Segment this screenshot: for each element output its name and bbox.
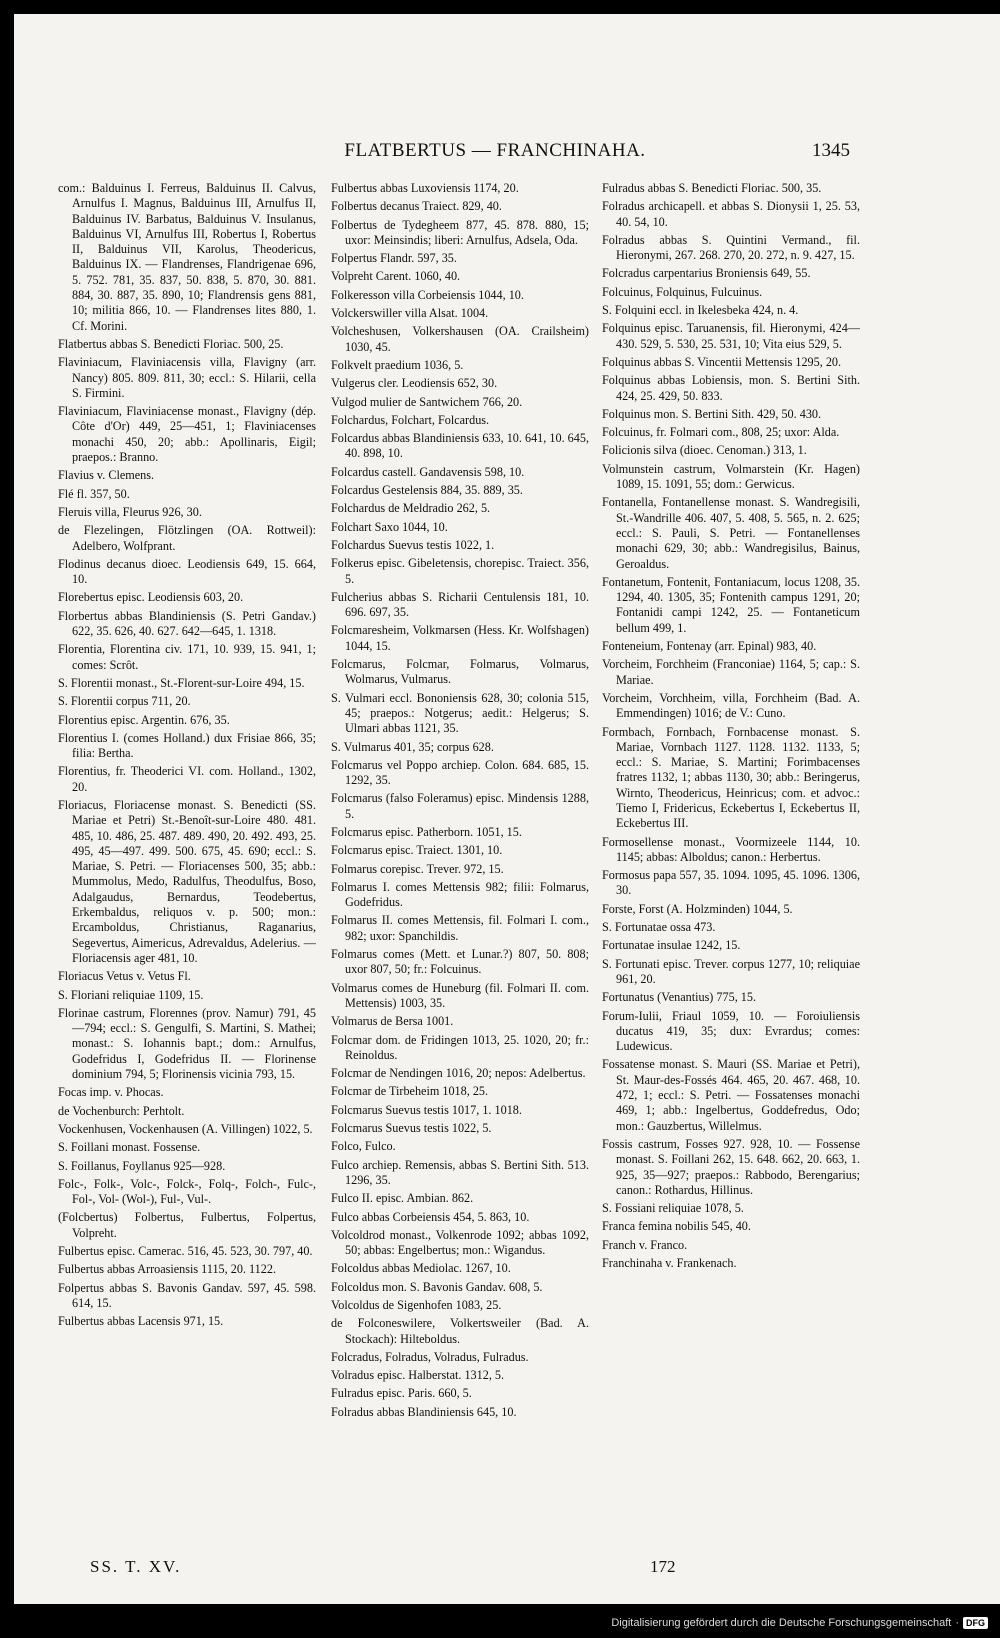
index-entry: Fontanella, Fontanellense monast. S. Wandregisili, St.-Wandrille 406. 407, 5. 408, 5. 565, n. 2. 625; eccl.: S. Pauli, S. Petri. — Fontanellenses monachi 629, 30; abb.: Wandregisilus, Bainus, Geroaldus. — [602, 495, 860, 571]
index-entry: S. Fossiani reliquiae 1078, 5. — [602, 1201, 744, 1216]
index-entry: Folbertus de Tydegheem 877, 45. 878. 880, 15; uxor: Meinsindis; liberi: Arnulfus, Adsela, Oda. — [331, 217, 589, 247]
index-entry: S. Florentii corpus 711, 20. — [58, 694, 191, 709]
index-entry: de Vochenburch: Perhtolt. — [58, 1103, 185, 1118]
index-entry: Fleruis villa, Fleurus 926, 30. — [58, 504, 202, 519]
index-entry: S. Fortunati episc. Trever. corpus 1277, 10; reliquiae 961, 20. — [602, 956, 860, 986]
index-entry: Fulbertus abbas Arroasiensis 1115, 20. 1122. — [58, 1262, 276, 1277]
index-entry: Folmarus corepisc. Trever. 972, 15. — [331, 861, 504, 876]
index-entry: Volpreht Carent. 1060, 40. — [331, 269, 461, 284]
index-entry: Folcmarus (falso Foleramus) episc. Mindensis 1288, 5. — [331, 791, 589, 821]
index-entry: S. Vulmari eccl. Bononiensis 628, 30; colonia 515, 45; praepos.: Notgerus; aedit.: Helgerus; S. Ulmari abbas 1121, 35. — [331, 690, 589, 736]
index-entry: Flavius v. Clemens. — [58, 468, 155, 483]
index-entry: S. Foillanus, Foyllanus 925—928. — [58, 1158, 226, 1173]
index-entry: Formosellense monast., Voormizeele 1144, 10. 1145; abbas: Alboldus; canon.: Herbertus. — [602, 834, 860, 864]
index-entry: Fonteneium, Fontenay (arr. Epinal) 983, 40. — [602, 639, 817, 654]
index-entry: Vorcheim, Forchheim (Franconiae) 1164, 5; cap.: S. Mariae. — [602, 657, 860, 687]
index-entry: de Folconeswilere, Volkertsweiler (Bad. A. Stockach): Hilteboldus. — [331, 1316, 589, 1346]
index-entry: Fulbertus abbas Lacensis 971, 15. — [58, 1314, 224, 1329]
index-entry: Folquinus abbas Lobiensis, mon. S. Bertini Sith. 424, 25. 429, 50. 833. — [602, 373, 860, 403]
index-entry: Fulradus episc. Paris. 660, 5. — [331, 1386, 472, 1401]
index-entry: Folchart Saxo 1044, 10. — [331, 519, 448, 534]
index-entry: Folcmarus vel Poppo archiep. Colon. 684. 685, 15. 1292, 35. — [331, 757, 589, 788]
index-entry: Volckerswiller villa Alsat. 1004. — [331, 306, 489, 321]
index-entry: Folcardus castell. Gandavensis 598, 10. — [331, 464, 525, 479]
index-entry: Volcoldus de Sigenhofen 1083, 25. — [331, 1298, 502, 1312]
index-entry: Folcmarus episc. Traiect. 1301, 10. — [331, 843, 503, 858]
index-entry: Franca femina nobilis 545, 40. — [602, 1219, 751, 1234]
index-entry: Florebertus episc. Leodiensis 603, 20. — [58, 590, 244, 605]
index-entry: Vulgod mulier de Santwichem 766, 20. — [331, 394, 523, 409]
index-entry: Folcmarus episc. Patherborn. 1051, 15. — [331, 824, 522, 839]
index-entry: Folcmar de Nendingen 1016, 20; nepos: Adelbertus. — [331, 1066, 586, 1081]
index-entry: Folicionis silva (dioec. Cenoman.) 313, 1. — [602, 443, 807, 458]
index-entry: (Folcbertus) Folbertus, Fulbertus, Folpertus, Volpreht. — [58, 1210, 316, 1240]
index-entry: Folquinus abbas S. Vincentii Mettensis 1295, 20. — [602, 354, 842, 369]
index-entry: Floriacus, Floriacense monast. S. Benedicti (SS. Mariae et Petri) St.-Benoît-sur-Loire 480. 481. 485, 10. 486, 25. 487. 489. 490, 20. 492. 493, 25. 495, 45—497. 499. 500. 675, 45. 690; eccl.: S. Mariae, S. Petri. — Floriacenses 500, 35; abb.: Mummolus, Medo, Radulfus, Theodulfus, Boso, Adalgaudus, Bernardus, Teodebertus, Erkembaldus, reliquos v. p. 500; mon.: Ercamboldus, Christianus, Raganarius, Segevertus, Aimericus, Adrevaldus, Adelerius. — Floriacensis ager 481, 10. — [58, 797, 316, 965]
index-entry: Folcmarus Suevus testis 1022, 5. — [331, 1121, 492, 1136]
index-entry: Folradus archicapell. et abbas S. Dionysii 1, 25. 53, 40. 54, 10. — [602, 199, 860, 229]
index-entry: Folradus abbas S. Quintini Vermand., fil. Hieronymi, 267. 268. 270, 20. 272, n. 9. 427, 15. — [602, 232, 860, 263]
index-entry: Flatbertus abbas S. Benedicti Floriac. 500, 25. — [58, 336, 284, 351]
index-entry: Fulbertus abbas Luxoviensis 1174, 20. — [331, 181, 519, 195]
index-entry: Folbertus decanus Traiect. 829, 40. — [331, 199, 502, 214]
index-entry: Folquinus mon. S. Bertini Sith. 429, 50. 430. — [602, 406, 822, 421]
sheet-number: 172 — [650, 1557, 676, 1576]
index-entry: Fulbertus episc. Camerac. 516, 45. 523, 30. 797, 40. — [58, 1244, 313, 1258]
index-entry: Volcheshusen, Volkershausen (OA. Crailsheim) 1030, 45. — [331, 324, 589, 354]
index-entry: Folcoldus mon. S. Bavonis Gandav. 608, 5. — [331, 1279, 543, 1294]
index-entry: Folco, Fulco. — [331, 1139, 396, 1154]
index-entry: Vulgerus cler. Leodiensis 652, 30. — [331, 376, 498, 391]
index-entry: S. Florentii monast., St.-Florent-sur-Loire 494, 15. — [58, 675, 305, 690]
index-entry: Formosus papa 557, 35. 1094. 1095, 45. 1096. 1306, 30. — [602, 868, 860, 898]
index-entry: Flodinus decanus dioec. Leodiensis 649, 15. 664, 10. — [58, 556, 316, 587]
index-entry: Franch v. Franco. — [602, 1237, 688, 1252]
index-entry: Floriacus Vetus v. Vetus Fl. — [58, 969, 191, 984]
index-entry: S. Floriani reliquiae 1109, 15. — [58, 987, 204, 1002]
index-entry: Fulcherius abbas S. Richarii Centulensis 181, 10. 696. 697, 35. — [331, 589, 589, 620]
index-entry: Florbertus abbas Blandiniensis (S. Petri Gandav.) 622, 35. 626, 40. 627. 642—645, 1. 1318. — [58, 608, 316, 639]
index-entry: Folcoldus abbas Mediolac. 1267, 10. — [331, 1261, 511, 1276]
index-entry: Folmarus I. comes Mettensis 982; filii: Folmarus, Godefridus. — [331, 879, 589, 910]
index-entry: Fossatense monast. S. Mauri (SS. Mariae et Petri), St. Maur-des-Fossés 464. 465, 20. 467. 468, 10. 472, 1; eccl.: S. Petri. — Fossatenses monachi 469, 1; abb.: Ingelbertus, Goddefredus, Odo; mon.: Gauzbertus, Willelmus. — [602, 1057, 860, 1133]
index-entry: S. Vulmarus 401, 35; corpus 628. — [331, 739, 494, 754]
index-entry: Forste, Forst (A. Holzminden) 1044, 5. — [602, 901, 793, 916]
index-entry: Folcmaresheim, Volkmarsen (Hess. Kr. Wolfshagen) 1044, 15. — [331, 623, 589, 653]
index-entry: Fulco II. episc. Ambian. 862. — [331, 1191, 474, 1206]
index-entry: S. Foillani monast. Fossense. — [58, 1140, 201, 1155]
index-entry: Folkerus episc. Gibeletensis, chorepisc. Traiect. 356, 5. — [331, 556, 589, 586]
sheet-signature: SS. T. XV. — [90, 1557, 182, 1576]
index-entry: Vorcheim, Vorchheim, villa, Forchheim (Bad. A. Emmendingen) 1016; de V.: Cuno. — [602, 690, 860, 721]
running-header-title: FLATBERTUS — FRANCHINAHA. — [344, 140, 646, 161]
index-entry: Folchardus Suevus testis 1022, 1. — [331, 537, 495, 552]
index-entry: Folpertus Flandr. 597, 35. — [331, 251, 457, 266]
index-entry: Folcardus Gestelensis 884, 35. 889, 35. — [331, 483, 523, 498]
index-entry: Folchardus, Folchart, Folcardus. — [331, 412, 490, 427]
index-entry: Vockenhusen, Vockenhausen (A. Villingen) 1022, 5. — [58, 1121, 313, 1136]
index-entry: Folcuinus, fr. Folmari com., 808, 25; uxor: Alda. — [602, 425, 840, 440]
index-entry: Flaviniacum, Flaviniacensis villa, Flavigny (arr. Nancy) 805. 809. 811, 30; eccl.: S. Hilarii, cella S. Firmini. — [58, 355, 316, 400]
index-entry: Florinae castrum, Florennes (prov. Namur) 791, 45—794; eccl.: S. Gengulfi, S. Martini, S. Mathei; monast.: S. Iohannis bapt.; dom.: Arnulfus, Godefridus I, Godefridus II. — Florinense dominium 794, 5; Florinensis vicinia 793, 15. — [58, 1005, 316, 1082]
index-entry: Flaviniacum, Flaviniacense monast., Flavigny (dép. Côte d'Or) 449, 25—451, 1; Flaviniacenses monachi 450, 20; abb.: Apollinaris, Eigil; praepos.: Branno. — [58, 404, 316, 465]
index-entry: Fortunatus (Venantius) 775, 15. — [602, 990, 757, 1005]
index-entry: Folchardus de Meldradio 262, 5. — [331, 501, 491, 516]
index-entry: Fortunatae insulae 1242, 15. — [602, 938, 741, 953]
index-entry: Folcuinus, Folquinus, Fulcuinus. — [602, 284, 763, 299]
index-entry: S. Fortunatae ossa 473. — [602, 920, 716, 935]
index-entry: Folcradus, Folradus, Volradus, Fulradus. — [331, 1349, 529, 1364]
index-entry: Volcoldrod monast., Volkenrode 1092; abbas 1092, 50; abbas: Engelbertus; mon.: Wigandus. — [331, 1227, 589, 1258]
index-entry: Volradus episc. Halberstat. 1312, 5. — [331, 1368, 505, 1383]
index-entry: Folkeresson villa Corbeiensis 1044, 10. — [331, 287, 524, 302]
index-column-right — [602, 181, 860, 1274]
funding-note: Digitalisierung gefördert durch die Deutsche Forschungsgemeinschaft — [611, 1617, 952, 1629]
scan-border-left — [0, 0, 14, 1638]
index-entry: Folcradus carpentarius Broniensis 649, 55. — [602, 266, 811, 281]
index-entry: Fulco archiep. Remensis, abbas S. Bertini Sith. 513. 1296, 35. — [331, 1157, 589, 1187]
index-entry: Folcmar dom. de Fridingen 1013, 25. 1020, 20; fr.: Reinoldus. — [331, 1032, 589, 1062]
index-entry: Florentius episc. Argentin. 676, 35. — [58, 712, 230, 727]
index-entry: Folradus abbas Blandiniensis 645, 10. — [331, 1404, 517, 1419]
index-entry: com.: Balduinus I. Ferreus, Balduinus II. Calvus, Arnulfus I. Magnus, Balduinus III, Arnulfus II, Balduinus IV. Barbatus, Balduinus V. Insulanus, Balduinus VI, Arnulfus III, Robertus I, Robertus II, Balduinus VII, Karolus, Theodericus, Balduinus IX. — Flandrenses, Flandrigenae 696, 5. 752. 781, 35. 837, 50. 838, 5. 870, 30. 881. 884, 30. 887, 35. 890, 10; Flandrensis gens 881, 10; militia 866, 10. — Flandrenses lites 880, 1. Cf. Morini. — [58, 181, 316, 333]
index-entry: Fulco abbas Corbeiensis 454, 5. 863, 10. — [331, 1209, 530, 1224]
index-entry: S. Folquini eccl. in Ikelesbeka 424, n. 4. — [602, 303, 799, 318]
index-column-left — [58, 181, 316, 1332]
index-entry: Folcmarus Suevus testis 1017, 1. 1018. — [331, 1102, 522, 1117]
index-entry: Volmarus de Bersa 1001. — [331, 1014, 454, 1029]
index-entry: Fontanetum, Fontenit, Fontaniacum, locus 1208, 35. 1294, 40. 1305, 35; Fontenith campus 1291, 20; Fontanidi campi 1242, 25. — Fontaneticum bellum 499, 1. — [602, 574, 860, 635]
index-entry: Fossis castrum, Fosses 927. 928, 10. — Fossense monast. S. Foillani 262, 15. 648. 662, 20. 663, 1. 925, 35—927; praepos.: Rabbodo, Berengarius; canon.: Rothardus, Hillinus. — [602, 1136, 860, 1197]
page-number: 1345 — [812, 140, 850, 161]
index-entry: Fulradus abbas S. Benedicti Floriac. 500, 35. — [602, 181, 822, 195]
index-entry: Volmunstein castrum, Volmarstein (Kr. Hagen) 1089, 15. 1091, 55; dom.: Gerwicus. — [602, 461, 860, 492]
index-entry: Florentia, Florentina civ. 171, 10. 939, 15. 941, 1; comes: Scrôt. — [58, 642, 316, 672]
index-entry: Focas imp. v. Phocas. — [58, 1085, 164, 1100]
index-entry: Folkvelt praedium 1036, 5. — [331, 357, 464, 372]
index-entry: Folmarus comes (Mett. et Lunar.?) 807, 50. 808; uxor 807, 50; fr.: Folcuinus. — [331, 947, 589, 977]
scan-border-top — [0, 0, 1000, 14]
index-entry: Folmarus II. comes Mettensis, fil. Folmari I. com., 982; uxor: Spanchildis. — [331, 913, 589, 943]
index-column-middle — [331, 181, 589, 1423]
index-entry: de Flezelingen, Flötzlingen (OA. Rottweil): Adelbero, Wolfprant. — [58, 523, 316, 553]
index-entry: Franchinaha v. Frankenach. — [602, 1256, 737, 1270]
index-entry: Folcmar de Tirbeheim 1018, 25. — [331, 1084, 489, 1099]
index-entry: Volmarus comes de Huneburg (fil. Folmari II. com. Mettensis) 1003, 35. — [331, 980, 589, 1010]
funding-banner: Digitalisierung gefördert durch die Deutsche Forschungsgemeinschaft · DFG — [611, 1614, 988, 1632]
index-entry: Florentius, fr. Theoderici VI. com. Holland., 1302, 20. — [58, 764, 316, 794]
index-entry: Flé fl. 357, 50. — [58, 486, 130, 501]
index-entry: Folcardus abbas Blandiniensis 633, 10. 641, 10. 645, 40. 898, 10. — [331, 431, 589, 461]
index-entry: Folcmarus, Folcmar, Folmarus, Volmarus, Wolmarus, Vulmarus. — [331, 657, 589, 687]
dfg-logo-icon: DFG — [963, 1617, 988, 1629]
index-entry: Florentius I. (comes Holland.) dux Frisiae 866, 35; filia: Bertha. — [58, 730, 316, 761]
index-entry: Folquinus episc. Taruanensis, fil. Hieronymi, 424—430. 529, 5. 530, 25. 531, 10; Vita eius 529, 5. — [602, 321, 860, 351]
index-entry: Folpertus abbas S. Bavonis Gandav. 597, 45. 598. 614, 15. — [58, 1280, 316, 1310]
index-entry: Formbach, Fornbach, Fornbacense monast. S. Mariae, Vornbach 1127. 1128. 1132. 1133, 5; eccl.: S. Mariae, S. Martini; Forimbacenses fratres 1132, 1; abbas 1130, 30; abb.: Beringerus, Wirnto, Theodericus, Heinricus; com. et advoc.: Tiemo I, Fridericus, Eckebertus I, Eckebertus II, Eckebertus III. — [602, 724, 860, 831]
index-entry: Forum-Iulii, Friaul 1059, 10. — Foroiuliensis ducatus 419, 35; dux: Evrardus; comes: Ludewicus. — [602, 1008, 860, 1054]
index-entry: Folc-, Folk-, Volc-, Folck-, Folq-, Folch-, Fulc-, Fol-, Vol- (Wol-), Ful-, Vul-. — [58, 1176, 316, 1207]
